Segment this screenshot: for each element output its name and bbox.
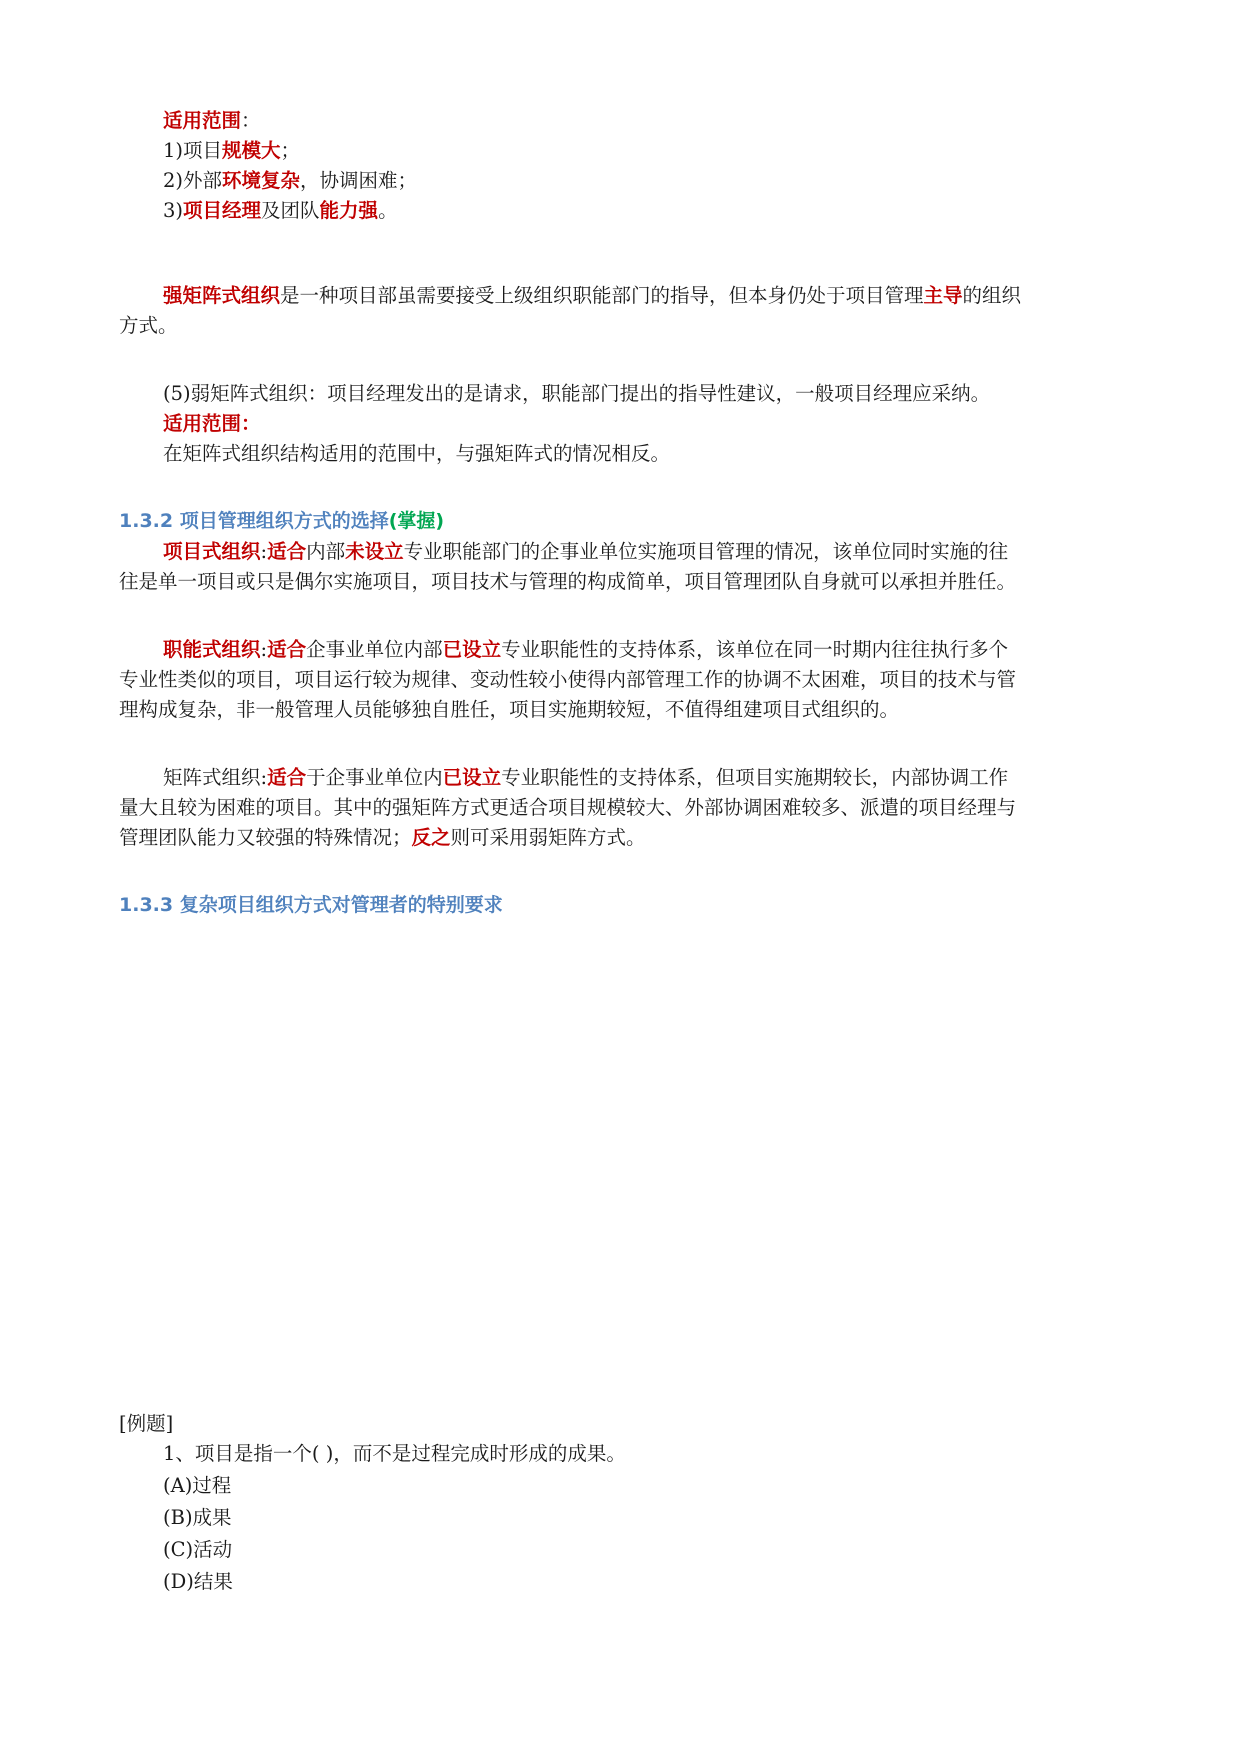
functional-org-line-3: 理构成复杂，非一般管理人员能够独自胜任，项目实施期较短，不值得组建项目式组织的。: [119, 698, 900, 721]
section-132-tag: (掌握): [388, 510, 445, 532]
scope-colon: ：: [241, 109, 261, 132]
weak-matrix-scope-title: 适用范围：: [163, 412, 261, 435]
example-option-a: (A)过程: [163, 1474, 232, 1497]
functional-org-emphasis: 已设立: [442, 638, 502, 661]
functional-org-term: 职能式组织: [163, 638, 261, 661]
matrix-org-emphasis: 已设立: [442, 766, 502, 789]
strong-matrix-emphasis: 主导: [923, 284, 963, 307]
scope-item-2-suffix: ，协调困难；: [300, 169, 418, 192]
scope-item-3-suffix: 。: [378, 199, 398, 222]
scope-item-1-prefix: 1)项目: [163, 139, 223, 162]
scope-item-1: [163, 137, 300, 165]
example-question: 1、项目是指一个( )，而不是过程完成时形成的成果。: [163, 1442, 626, 1465]
scope-item-3-middle: 及团队: [261, 199, 320, 222]
functional-org-suit: 适合: [267, 638, 307, 661]
matrix-org-line-1: [163, 764, 1008, 792]
scope-item-2-emphasis: 环境复杂: [222, 169, 301, 192]
example-option-b: (B)成果: [163, 1506, 232, 1529]
matrix-org-line-3: [119, 824, 1119, 852]
scope-item-2-prefix: 2)外部: [163, 169, 223, 192]
section-132-heading: [119, 508, 444, 534]
matrix-org-line-3-emphasis: 反之: [411, 826, 451, 849]
example-label: [例题]: [119, 1412, 174, 1435]
functional-org-text-1: 企事业单位内部: [306, 638, 443, 661]
scope-item-1-emphasis: 规模大: [222, 139, 281, 162]
section-133-heading: 1.3.3 复杂项目组织方式对管理者的特别要求: [119, 894, 503, 916]
project-org-suit: 适合: [267, 540, 307, 563]
strong-matrix-line-1: [163, 282, 1021, 310]
scope-item-3: [163, 197, 398, 225]
example-option-c: (C)活动: [163, 1538, 233, 1561]
scope-item-3-emphasis-1: 项目经理: [183, 199, 262, 222]
strong-matrix-text: 是一种项目部虽需要接受上级组织职能部门的指导，但本身仍处于项目管理: [280, 284, 924, 307]
section-132-title: 1.3.2 项目管理组织方式的选择: [119, 510, 389, 532]
scope-item-3-prefix: 3): [163, 199, 184, 222]
scope-item-2: [163, 167, 417, 195]
functional-org-line-1: [163, 636, 1008, 664]
project-org-line-1: [163, 538, 1008, 566]
strong-matrix-term: 强矩阵式组织: [163, 284, 281, 307]
matrix-org-line-3-suffix: 则可采用弱矩阵方式。: [450, 826, 646, 849]
functional-org-line-2: 专业性类似的项目，项目运行较为规律、变动性较小使得内部管理工作的协调不太困难，项目的技术与管: [119, 668, 1017, 691]
matrix-org-line-2: 量大且较为困难的项目。其中的强矩阵方式更适合项目规模较大、外部协调困难较多、派遣的项目经理与: [119, 796, 1017, 819]
functional-org-colon: :: [260, 638, 268, 661]
project-org-colon: :: [260, 540, 268, 563]
strong-matrix-text-end: 的组织: [962, 284, 1022, 307]
weak-matrix-line: (5)弱矩阵式组织：项目经理发出的是请求，职能部门提出的指导性建议，一般项目经理应采纳。: [163, 382, 991, 405]
project-org-line-2: 往是单一项目或只是偶尔实施项目，项目技术与管理的构成简单，项目管理团队自身就可以承担并胜任。: [119, 570, 1017, 593]
matrix-org-text-1: 于企事业单位内: [306, 766, 443, 789]
project-org-text-1: 内部: [306, 540, 346, 563]
project-org-text-2: 专业职能部门的企事业单位实施项目管理的情况，该单位同时实施的往: [403, 540, 1009, 563]
scope-item-1-suffix: ；: [280, 139, 301, 162]
matrix-org-text-2: 专业职能性的支持体系，但项目实施期较长，内部协调工作: [501, 766, 1009, 789]
project-org-emphasis: 未设立: [345, 540, 404, 563]
matrix-org-suit: 适合: [267, 766, 307, 789]
example-option-d: (D)结果: [163, 1570, 233, 1593]
scope-title: 适用范围: [163, 109, 242, 132]
matrix-org-term: 矩阵式组织:: [163, 766, 268, 789]
scope-heading: [163, 107, 261, 135]
project-org-term: 项目式组织: [163, 540, 261, 563]
matrix-org-line-3-prefix: 管理团队能力又较强的特殊情况；: [119, 826, 412, 849]
strong-matrix-line-2: 方式。: [119, 314, 178, 337]
scope-item-3-emphasis-2: 能力强: [319, 199, 379, 222]
weak-matrix-scope-text: 在矩阵式组织结构适用的范围中，与强矩阵式的情况相反。: [163, 442, 671, 465]
functional-org-text-2: 专业职能性的支持体系，该单位在同一时期内往往执行多个: [501, 638, 1009, 661]
